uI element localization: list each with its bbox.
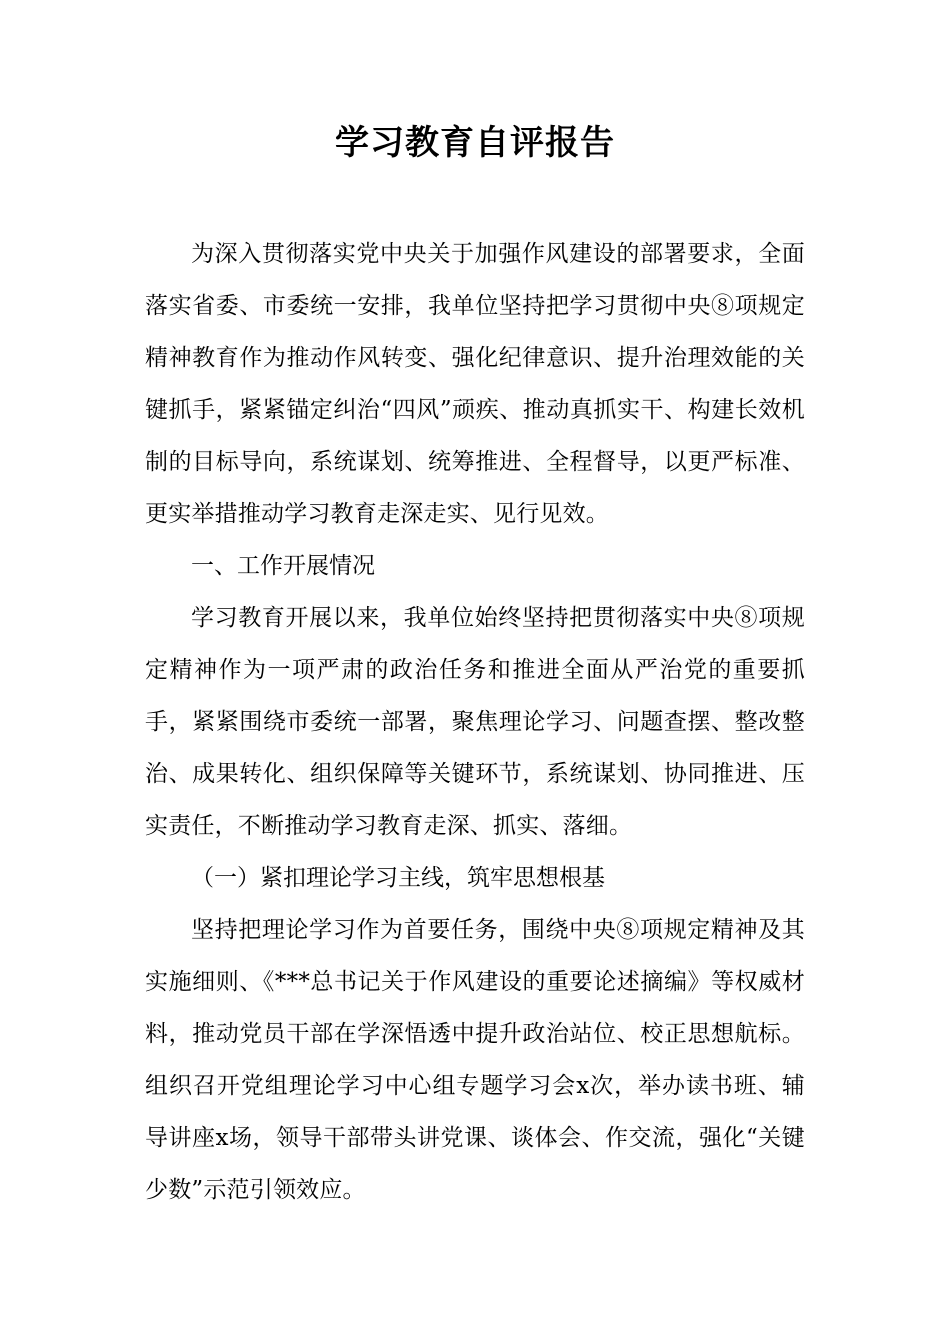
intro-paragraph: 为深入贯彻落实党中央关于加强作风建设的部署要求，全面落实省委、市委统一安排，我单位坚持把学习贯彻中央⑧项规定精神教育作为推动作风转变、强化纪律意识、提升治理效能的关键抓手，紧紧锚定纠治“四风”顽疾、推动真抓实干、构建长效机制的目标导向，系统谋划、统筹推进、全程督导，以更严标准、更实举措推动学习教育走深走实、见行见效。 (145, 241, 805, 527)
section-paragraph-work-status: 学习教育开展以来，我单位始终坚持把贯彻落实中央⑧项规定精神作为一项严肃的政治任务和推进全面从严治党的重要抓手，紧紧围绕市委统一部署，聚焦理论学习、问题查摆、整改整治、成果转化、组织保障等关键环节，系统谋划、协同推进、压实责任，不断推动学习教育走深、抓实、落细。 (145, 605, 805, 839)
document-title: 学习教育自评报告 (335, 123, 615, 163)
subsection-heading-theory-study: （一）紧扣理论学习主线，筑牢思想根基 (191, 865, 605, 891)
section-heading-work-status: 一、工作开展情况 (191, 553, 375, 579)
subsection-paragraph-theory-study: 坚持把理论学习作为首要任务，围绕中央⑧项规定精神及其实施细则、《***总书记关于作风建设的重要论述摘编》等权威材料，推动党员干部在学深悟透中提升政治站位、校正思想航标。组织召开党组理论学习中心组专题学习会x次，举办读书班、辅导讲座x场，领导干部带头讲党课、谈体会、作交流，强化“关键少数”示范引领效应。 (145, 917, 805, 1203)
document-body (145, 228, 805, 1216)
